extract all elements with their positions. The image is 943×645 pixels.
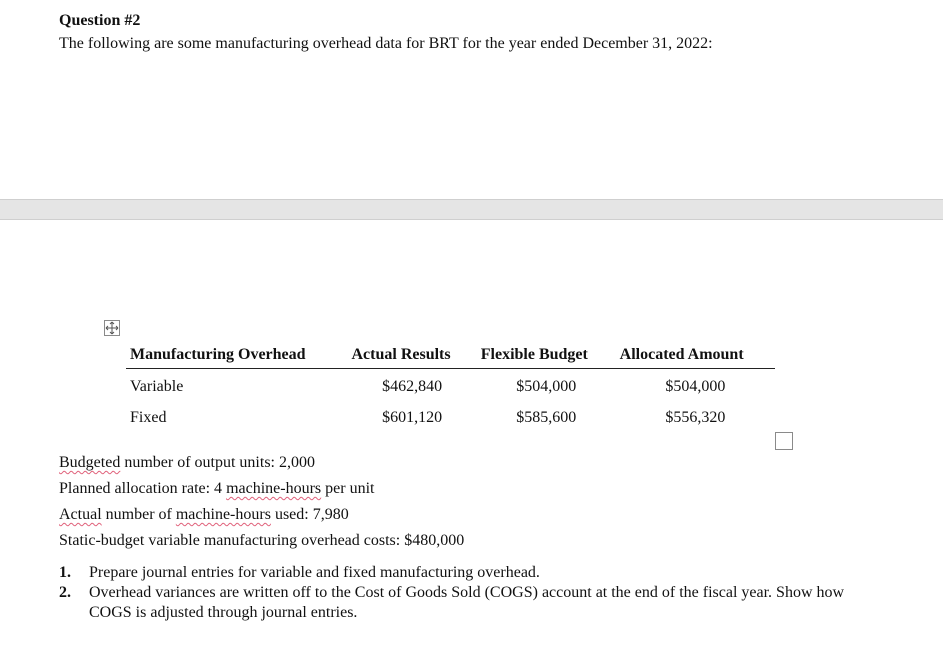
header-manufacturing-overhead: Manufacturing Overhead	[126, 341, 348, 369]
row-label: Variable	[130, 377, 184, 395]
page-break	[0, 199, 943, 220]
spell-flagged-word: machine-hours	[226, 480, 322, 497]
task-number: 2.	[59, 584, 71, 601]
actual-hours-suffix: used: 7,980	[270, 506, 349, 523]
question-intro: The following are some manufacturing overhead data for BRT for the year ended December 31, 2022:	[59, 35, 713, 52]
actual-hours-mid: number of	[101, 506, 176, 523]
question-title: Question #2	[59, 12, 141, 29]
budgeted-units-line	[59, 454, 315, 472]
flexible-value: $504,000	[516, 377, 577, 395]
static-budget-line: Static-budget variable manufacturing overhead costs: $480,000	[59, 532, 465, 549]
row-label: Fixed	[130, 408, 167, 426]
table-row	[126, 369, 775, 403]
allocation-rate-line	[59, 480, 374, 498]
flexible-value: $585,600	[516, 408, 577, 426]
spell-flagged-word: machine-hours	[175, 506, 271, 523]
allocated-value: $556,320	[665, 408, 726, 426]
task-text: Overhead variances are written off to the Cost of Goods Sold (COGS) account at the end of the fiscal year. Show how COGS is adjusted through journal entries.	[89, 584, 845, 621]
list-item	[59, 563, 859, 583]
allocation-rate-prefix: Planned allocation rate: 4	[59, 480, 227, 497]
overhead-table	[126, 341, 775, 433]
spell-flagged-word: Budgeted	[59, 454, 121, 471]
task-list	[59, 563, 859, 623]
table-row	[126, 402, 775, 433]
header-flexible-budget: Flexible Budget	[477, 341, 616, 369]
list-item	[59, 583, 859, 623]
spell-flagged-word: Actual	[59, 506, 102, 523]
budgeted-units-text: number of output units: 2,000	[120, 454, 315, 471]
actual-value: $462,840	[382, 377, 443, 395]
task-number: 1.	[59, 564, 71, 581]
table-move-handle-icon[interactable]	[104, 320, 120, 336]
table-header-row	[126, 341, 775, 369]
task-text: Prepare journal entries for variable and fixed manufacturing overhead.	[89, 564, 540, 581]
allocated-value: $504,000	[665, 377, 726, 395]
header-allocated-amount: Allocated Amount	[616, 341, 775, 369]
actual-machine-hours-line	[59, 506, 349, 524]
allocation-rate-suffix: per unit	[321, 480, 375, 497]
table-resize-handle[interactable]	[775, 432, 793, 450]
header-actual-results: Actual Results	[348, 341, 477, 369]
actual-value: $601,120	[382, 408, 443, 426]
